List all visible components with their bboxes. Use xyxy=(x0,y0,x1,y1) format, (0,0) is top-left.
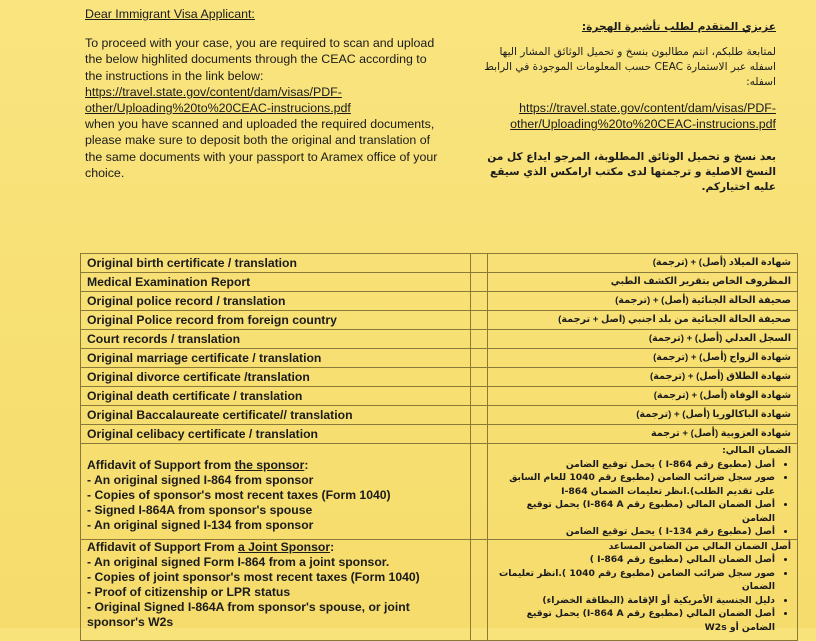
table-row xyxy=(81,311,798,330)
affidavit-sponsor-en xyxy=(81,444,471,540)
document-name-ar: شهادة الباكالوريا (أصل) + (ترجمة) xyxy=(488,406,798,425)
document-name-ar: شهادة الوفاة (أصل) + (ترجمة) xyxy=(488,387,798,406)
table-row xyxy=(81,330,798,349)
checkbox-cell xyxy=(471,330,488,349)
list-item: • صور سجل ضرائب الضامن (مطبوع رقم 1040 للعام السابق على تقديم الطلب).انظر تعليمات الضمان I-864 xyxy=(494,471,775,498)
requirement-line: - An original signed Form I-864 from a joint sponsor. xyxy=(87,554,390,569)
arabic-paragraph-2: بعد نسخ و تحميل الوثائق المطلوبة، المرجو ايداع كل من النسخ الاصلية و ترجمتها لدى مكتب ارامكس الذي سيقع عليه اختياركم. xyxy=(487,151,776,193)
arabic-requirement-list xyxy=(494,458,791,539)
requirement-line: - Proof of citizenship or LPR status xyxy=(87,584,291,599)
table-row xyxy=(81,368,798,387)
affidavit-joint-row xyxy=(81,539,798,640)
checkbox-cell xyxy=(471,292,488,311)
table-row xyxy=(81,292,798,311)
list-item: • صور سجل ضرائب الضامن (مطبوع رقم 1040 ).انظر تعليمات الضمان xyxy=(494,567,775,594)
affidavit-sponsor-ar xyxy=(488,444,798,540)
document-name-ar: شهادة الزواج (أصل) + (ترجمة) xyxy=(488,349,798,368)
checkbox-cell xyxy=(471,273,488,292)
document-name-ar: المظروف الخاص بتقرير الكشف الطبي xyxy=(488,273,798,292)
document-name-en: Original divorce certificate /translation xyxy=(81,368,471,387)
checkbox-cell xyxy=(471,368,488,387)
checkbox-cell xyxy=(471,425,488,444)
english-instructions-link[interactable]: https://travel.state.gov/content/dam/visas/PDF-other/Uploading%20to%20CEAC-instrucions.pdf xyxy=(85,84,351,116)
table-row xyxy=(81,349,798,368)
arabic-list-heading: أصل الضمان المالي من الضامن المساعد xyxy=(608,540,791,552)
requirement-line: - Copies of sponsor's most recent taxes (Form 1040) xyxy=(87,488,391,502)
checkbox-cell xyxy=(471,254,488,273)
affidavit-sponsor-row xyxy=(81,444,798,540)
table-row xyxy=(81,254,798,273)
list-item: • أصل (مطبوع رقم I-134 ) يحمل توقيع الضامن xyxy=(494,525,775,539)
english-paragraph-2: when you have scanned and uploaded the required documents, please make sure to deposit both the original and translation of the same documents with your passport to Aramex office of your choice. xyxy=(85,117,438,180)
checkbox-cell xyxy=(471,349,488,368)
requirement-line: - Original Signed I-864A from sponsor's spouse, or joint sponsor's W2s xyxy=(87,599,410,629)
document-name-ar: السجل العدلي (أصل) + (ترجمة) xyxy=(488,330,798,349)
arabic-intro xyxy=(480,20,776,205)
requirement-line: - Signed I-864A from sponsor's spouse xyxy=(87,503,313,517)
documents-table xyxy=(80,253,798,641)
requirement-line: - An original signed I-864 from sponsor xyxy=(87,473,314,487)
requirement-line: - Copies of joint sponsor's most recent taxes (Form 1040) xyxy=(87,569,420,584)
document-name-en: Original marriage certificate / translation xyxy=(81,349,471,368)
document-name-ar: صحيفة الحالة الجنائية من بلد اجنبي (اصل + ترجمة) xyxy=(488,311,798,330)
document-name-en: Original Police record from foreign country xyxy=(81,311,471,330)
list-item: • أصل الضمان المالي (مطبوع رقم I-864 ) xyxy=(494,553,775,567)
affidavit-joint-en xyxy=(81,539,471,640)
document-name-ar: شهادة الميلاد (أصل) + (ترجمة) xyxy=(488,254,798,273)
document-name-en: Original birth certificate / translation xyxy=(81,254,471,273)
english-paragraph-1: To proceed with your case, you are required to scan and upload the below highlited documents through the CEAC according to the instructions in the link below: xyxy=(85,36,435,83)
checkbox-cell xyxy=(471,444,488,540)
english-salutation: Dear Immigrant Visa Applicant: xyxy=(85,7,255,21)
checkbox-cell xyxy=(471,387,488,406)
arabic-paragraph-1: لمتابعة طلبكم، انتم مطالبون بنسخ و تحميل الوثائق المشار اليها اسفله عبر الاستمارة CEAC حسب المعلومات الموجودة في الرابط اسفله: xyxy=(484,46,776,88)
arabic-salutation: عزيزي المتقدم لطلب تأشيرة الهجرة: xyxy=(581,21,776,33)
affidavit-joint-title: Affidavit of Support From a Joint Sponsor: xyxy=(87,539,335,554)
table-row xyxy=(81,387,798,406)
checkbox-cell xyxy=(471,406,488,425)
list-item: • أصل الضمان المالي (مطبوع رقم I-864 A) يحمل توقيع الضامن xyxy=(494,498,775,525)
document-name-en: Court records / translation xyxy=(81,330,471,349)
table-row xyxy=(81,273,798,292)
document-name-en: Medical Examination Report xyxy=(81,273,471,292)
affidavit-sponsor-title: Affidavit of Support from the sponsor: xyxy=(87,458,309,472)
table-row xyxy=(81,406,798,425)
requirement-line: - An original signed I-134 from sponsor xyxy=(87,518,314,532)
table-row xyxy=(81,425,798,444)
document-name-ar: شهادة الطلاق (أصل) + (ترجمة) xyxy=(488,368,798,387)
list-item: • دليل الجنسية الأمريكية أو الإقامة (البطاقة الخضراء) xyxy=(494,594,775,608)
arabic-list-heading: الضمان المالي: xyxy=(722,445,791,456)
document-name-ar: شهادة العزوبية (أصل) + ترجمة xyxy=(488,425,798,444)
list-item: • أصل (مطبوع رقم I-864 ) يحمل توقيع الضامن xyxy=(494,458,775,472)
list-item: • أصل الضمان المالي (مطبوع رقم I-864 A) يحمل توقيع الضامن أو W2s xyxy=(494,607,775,634)
document-name-ar: صحيفة الحالة الجنائية (أصل) + (ترجمة) xyxy=(488,292,798,311)
document-name-en: Original police record / translation xyxy=(81,292,471,311)
affidavit-joint-ar xyxy=(488,539,798,640)
arabic-requirement-list xyxy=(494,553,791,634)
checkbox-cell xyxy=(471,311,488,330)
arabic-instructions-link[interactable]: https://travel.state.gov/content/dam/visas/PDF-other/Uploading%20to%20CEAC-instrucions.pdf xyxy=(510,101,776,131)
checkbox-cell xyxy=(471,539,488,640)
english-intro xyxy=(85,6,445,181)
document-name-en: Original Baccalaureate certificate// translation xyxy=(81,406,471,425)
document-name-en: Original celibacy certificate / translation xyxy=(81,425,471,444)
document-name-en: Original death certificate / translation xyxy=(81,387,471,406)
